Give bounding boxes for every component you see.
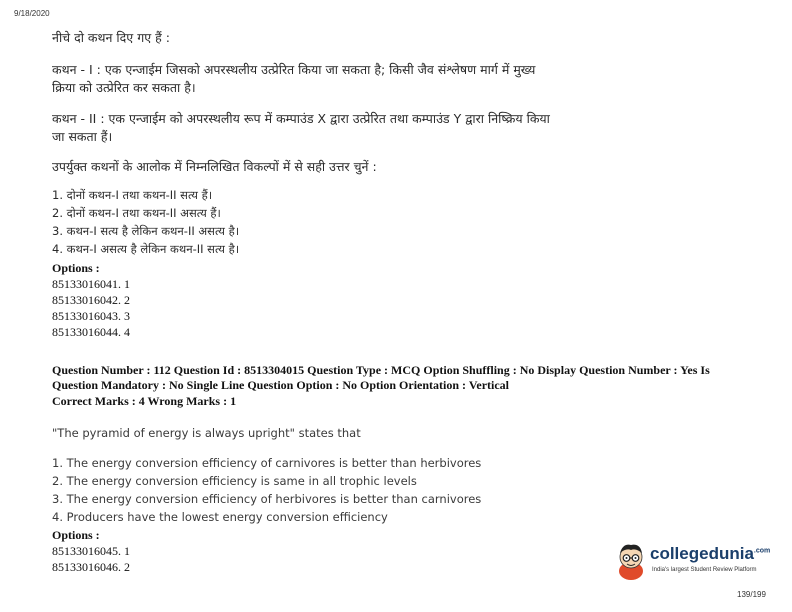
choice-item: 3. कथन-I सत्य है लेकिन कथन-II असत्य है। [52, 224, 240, 238]
option-id: 85133016042. 2 [52, 293, 130, 307]
question-text: "The pyramid of energy is always upright" states that [52, 426, 361, 440]
logo-tagline: India's largest Student Review Platform [652, 567, 757, 573]
print-date: 9/18/2020 [14, 9, 50, 18]
question-intro: नीचे दो कथन दिए गए हैं : [52, 30, 170, 45]
choice-item: 3. The energy conversion efficiency of herbivores is better than carnivores [52, 492, 482, 506]
option-id: 85133016044. 4 [52, 325, 130, 339]
choice-item: 4. कथन-I असत्य है लेकिन कथन-II सत्य है। [52, 242, 240, 256]
option-id: 85133016043. 3 [52, 309, 130, 323]
choice-item: 1. दोनों कथन-I तथा कथन-II सत्य हैं। [52, 188, 213, 202]
options-label: Options : [52, 528, 100, 542]
choice-item: 1. The energy conversion efficiency of carnivores is better than herbivores [52, 456, 482, 470]
option-id: 85133016046. 2 [52, 560, 130, 574]
options-label: Options : [52, 261, 100, 275]
page-number: 139/199 [737, 590, 766, 599]
statement-2-line-2: जा सकता हैं। [52, 129, 113, 144]
statement-1-line-1: कथन - I : एक एन्जाईम जिसको अपरस्थलीय उत्प्रेरित किया जा सकता है; किसी जैव संश्लेषण मार्ग में मुख्य [52, 62, 536, 77]
option-id: 85133016045. 1 [52, 544, 130, 558]
logo-wordmark: collegedunia$^{.com}$ [650, 544, 771, 563]
choice-item: 4. Producers have the lowest energy conversion efficiency [52, 510, 388, 524]
question-meta-line-2: Question Mandatory : No Single Line Question Option : No Option Orientation : Vertical [52, 378, 510, 392]
mascot-icon [614, 541, 648, 581]
option-id: 85133016041. 1 [52, 277, 130, 291]
marks-info: Correct Marks : 4 Wrong Marks : 1 [52, 394, 237, 408]
statement-1-line-2: क्रिया को उत्प्रेरित कर सकता है। [52, 80, 196, 95]
choice-item: 2. दोनों कथन-I तथा कथन-II असत्य हैं। [52, 206, 221, 220]
question-meta-line-1: Question Number : 112 Question Id : 8513304015 Question Type : MCQ Option Shuffling : No Display Question Number : Yes Is [52, 363, 710, 377]
statement-2-line-1: कथन - II : एक एन्जाईम को अपरस्थलीय रूप में कम्पाउंड X द्वारा उत्प्रेरित तथा कम्पाउंड Y द्वारा निष्क्रिय किया [52, 111, 550, 126]
question-instruction: उपर्युक्त कथनों के आलोक में निम्नलिखित विकल्पों में से सही उत्तर चुनें : [52, 159, 377, 174]
choice-item: 2. The energy conversion efficiency is same in all trophic levels [52, 474, 417, 488]
